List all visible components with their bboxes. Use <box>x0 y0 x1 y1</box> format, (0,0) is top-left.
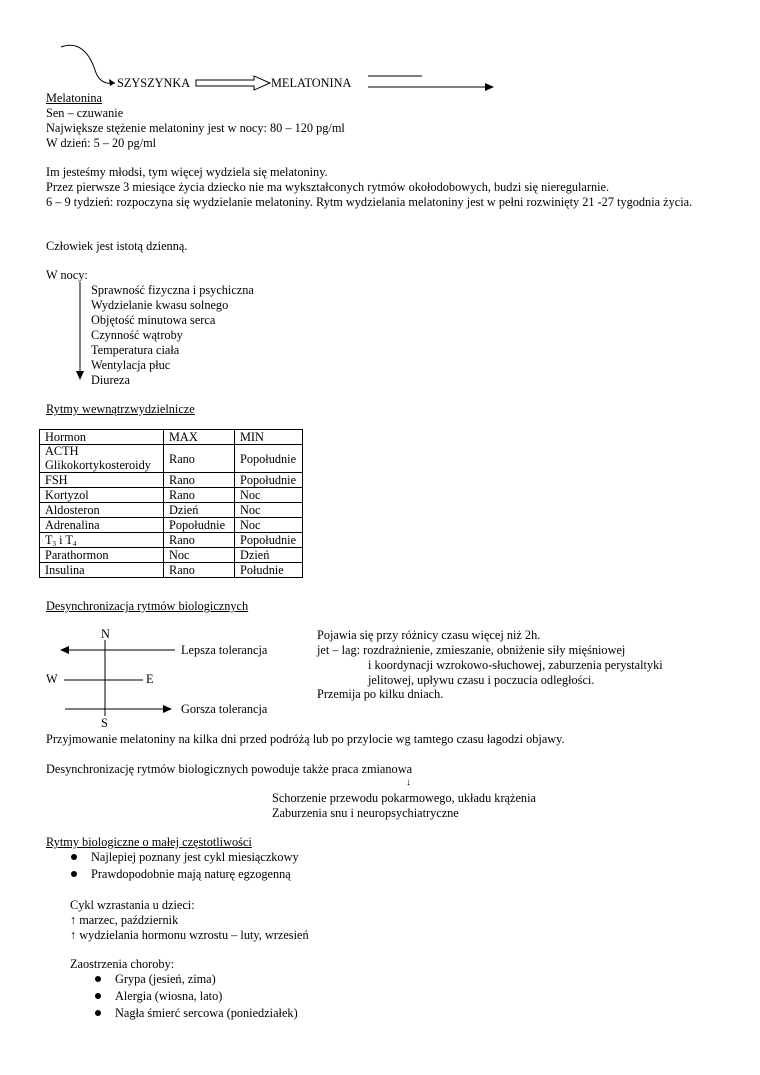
max-cell: Rano <box>164 533 235 548</box>
night-item: Wydzielanie kwasu solnego <box>91 298 229 312</box>
bullet-text: Grypa (jesień, zima) <box>115 972 216 986</box>
bullet-icon <box>71 854 77 860</box>
min-cell: Noc <box>235 518 303 533</box>
night-item: Diureza <box>91 373 130 387</box>
low-freq-bullets <box>91 850 299 884</box>
list-item <box>91 850 299 867</box>
low-freq-heading: Rytmy biologiczne o małej częstotliwości <box>46 835 252 849</box>
table-row <box>40 503 303 518</box>
right-arrow-head-icon <box>163 705 172 713</box>
subscript-3: 3 <box>52 540 57 548</box>
night-item: Wentylacja płuc <box>91 358 171 372</box>
endocrine-heading: Rytmy wewnątrzwydzielnicze <box>46 402 195 416</box>
table-header-row <box>40 430 303 445</box>
left-arrow-head-icon <box>60 646 69 654</box>
bullet-text: Nagła śmierć sercowa (poniedziałek) <box>115 1006 298 1020</box>
subscript-4: 4 <box>72 540 77 548</box>
max-cell: Rano <box>164 488 235 503</box>
compass-e: E <box>146 672 154 686</box>
bullet-icon <box>95 993 101 999</box>
table-row <box>40 473 303 488</box>
min-cell: Popołudnie <box>235 533 303 548</box>
top-flow-arrows <box>0 0 760 100</box>
max-cell: Rano <box>164 445 235 473</box>
melatonina-heading: Melatonina <box>46 91 103 105</box>
effect-line: Zaburzenia snu i neuropsychiatryczne <box>272 806 459 820</box>
desync-note: Przemija po kilku dniach. <box>317 687 444 701</box>
disease-label: Zaostrzenia choroby: <box>70 957 175 971</box>
desync-note: jet – lag: rozdrażnienie, zmieszanie, obniżenie siły mięśniowej <box>317 643 626 657</box>
effect-line: Schorzenie przewodu pokarmowego, układu krążenia <box>272 791 536 805</box>
min-cell: Południe <box>235 563 303 578</box>
justified-paragraph: 6 – 9 tydzień: rozpoczyna się wydzielanie melatoniny. Rytm wydzielania melatoniny jest w pełni rozwinięty 21 -27 tygodnia życia. <box>46 195 693 209</box>
t-letter: T <box>45 533 53 547</box>
text-line: W dzień: 5 – 20 pg/ml <box>46 136 157 150</box>
szyszynka-label: SZYSZYNKA <box>117 76 191 90</box>
better-tolerance-label: Lepsza tolerancja <box>181 643 268 657</box>
desync-note: Pojawia się przy różnicy czasu więcej niż 2h. <box>317 628 541 642</box>
growth-line: ↑ wydzielania hormonu wzrostu – luty, wrzesień <box>70 928 309 942</box>
arrow-head-icon <box>109 79 115 86</box>
growth-line: ↑ marzec, październik <box>70 913 179 927</box>
list-item <box>91 867 299 884</box>
bullet-text: Prawdopodobnie mają naturę egzogenną <box>91 867 291 881</box>
compass-n: N <box>101 627 110 641</box>
hormone-name: Glikokortykosteroidy <box>45 457 151 472</box>
bullet-text: Najlepiej poznany jest cykl miesiączkowy <box>91 850 299 864</box>
hormone-name: ACTH <box>45 444 79 458</box>
hormone-cell: Aldosteron <box>40 503 164 518</box>
hormone-cell: FSH <box>40 473 164 488</box>
hormone-cell: Kortyzol <box>40 488 164 503</box>
night-item: Czynność wątroby <box>91 328 183 342</box>
bullet-icon <box>95 1010 101 1016</box>
hormone-cell: Parathormon <box>40 548 164 563</box>
bullet-icon <box>95 976 101 982</box>
hormone-cell: Insulina <box>40 563 164 578</box>
compass-w: W <box>46 672 58 686</box>
min-cell: Popołudnie <box>235 445 303 473</box>
text-line: Im jesteśmy młodsi, tym więcej wydziela się melatoniny. <box>46 165 328 179</box>
night-item: Sprawność fizyczna i psychiczna <box>91 283 254 297</box>
hollow-arrow-icon <box>196 76 270 90</box>
melatonin-advice: Przyjmowanie melatoniny na kilka dni przed podróżą lub po przylocie wg tamtego czasu łagodzi objawy. <box>46 732 565 746</box>
max-cell: Dzień <box>164 503 235 518</box>
table-row <box>40 563 303 578</box>
night-item: Temperatura ciała <box>91 343 180 357</box>
night-label: W nocy: <box>46 268 88 282</box>
min-cell: Dzień <box>235 548 303 563</box>
growth-label: Cykl wzrastania u dzieci: <box>70 898 195 912</box>
long-arrow-head-icon <box>485 83 494 91</box>
list-item <box>115 972 298 989</box>
max-cell: Rano <box>164 563 235 578</box>
worse-tolerance-label: Gorsza tolerancja <box>181 702 268 716</box>
min-cell: Noc <box>235 503 303 518</box>
max-cell: Popołudnie <box>164 518 235 533</box>
max-cell: Noc <box>164 548 235 563</box>
table-row <box>40 548 303 563</box>
table-row <box>40 518 303 533</box>
down-arrow-icon <box>74 282 86 382</box>
compass-s: S <box>101 716 108 730</box>
text-line: Największe stężenie melatoniny jest w nocy: 80 – 120 pg/ml <box>46 121 345 135</box>
hormone-cell <box>40 445 164 473</box>
column-header: MAX <box>164 430 235 445</box>
column-header: Hormon <box>40 430 164 445</box>
compass-diagram <box>55 636 180 721</box>
max-cell: Rano <box>164 473 235 488</box>
down-arrow-glyph: ↓ <box>406 777 411 788</box>
disease-bullets <box>115 972 298 1023</box>
shift-work: Desynchronizację rytmów biologicznych powoduje także praca zmianowa <box>46 762 413 776</box>
text-line: Sen – czuwanie <box>46 106 124 120</box>
desync-note: jelitowej, upływu czasu i poczucia odległości. <box>368 673 595 687</box>
hormone-table <box>39 429 303 578</box>
melatonina-label: MELATONINA <box>271 76 352 90</box>
list-item <box>115 1006 298 1023</box>
night-item: Objętość minutowa serca <box>91 313 216 327</box>
desync-note: i koordynacji wzrokowo-słuchowej, zaburzenia perystaltyki <box>368 658 663 672</box>
hormone-cell <box>40 533 164 548</box>
text-line: Przez pierwsze 3 miesiące życia dziecko nie ma wykształconych rytmów okołodobowych, budzi się nieregularnie. <box>46 180 610 194</box>
desync-heading: Desynchronizacja rytmów biologicznych <box>46 599 249 613</box>
table-row <box>40 488 303 503</box>
daytime-statement: Człowiek jest istotą dzienną. <box>46 239 188 253</box>
hormone-cell: Adrenalina <box>40 518 164 533</box>
column-header: MIN <box>235 430 303 445</box>
list-item <box>115 989 298 1006</box>
table-row <box>40 533 303 548</box>
night-list <box>91 283 254 388</box>
t-and: i T <box>56 533 73 547</box>
bullet-icon <box>71 871 77 877</box>
min-cell: Noc <box>235 488 303 503</box>
curved-arrow-icon <box>61 45 115 83</box>
table-row <box>40 445 303 473</box>
bullet-text: Alergia (wiosna, lato) <box>115 989 223 1003</box>
min-cell: Popołudnie <box>235 473 303 488</box>
